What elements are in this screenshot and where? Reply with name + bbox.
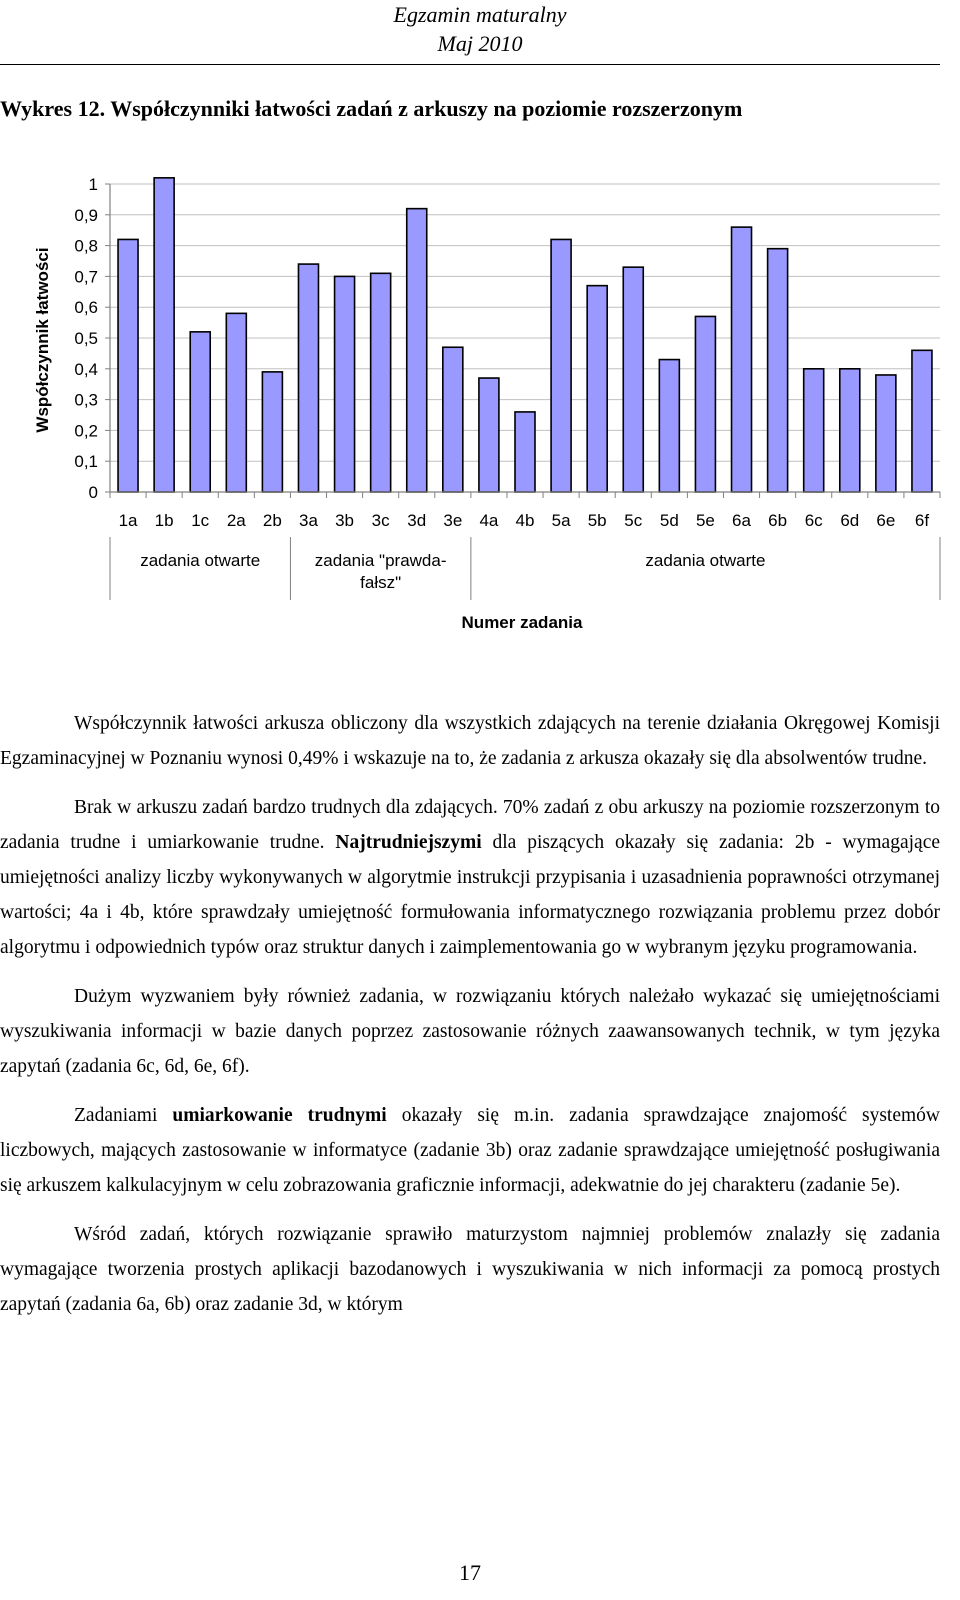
bar-5e (695, 316, 715, 492)
y-tick-labels (74, 175, 98, 502)
bar-3c (371, 273, 391, 492)
page-header (0, 0, 960, 58)
bar-4a (479, 378, 499, 492)
header-line-1: Egzamin maturalny (393, 2, 567, 27)
text-run: Dużym wyzwaniem były również zadania, w rozwiązaniu których należało wykazać się umiejętnościami wyszukiwania informacji w bazie danych poprzez zastosowanie różnych zaawansowanych technik, w tym języka zapytań (zadania 6c, 6d, 6e, 6f). (0, 986, 940, 1077)
x-tick-label: 6b (768, 511, 788, 530)
bold-phrase: umiarkowanie trudnymi (172, 1105, 387, 1126)
y-tick-label: 0,2 (74, 421, 98, 441)
group-label: zadania "prawda-fałsz" (314, 551, 447, 592)
bar-3e (443, 347, 463, 492)
figure-title: Wykres 12. Współczynniki łatwości zadań z arkuszy na poziomie rozszerzonym (0, 96, 743, 121)
y-tick-label: 0,7 (74, 267, 98, 287)
x-tick-label: 1c (191, 511, 210, 530)
paragraph (0, 790, 940, 965)
x-tick-label: 3c (371, 511, 390, 530)
bar-chart (0, 165, 960, 645)
x-tick-label: 3b (335, 511, 355, 530)
text-run: Współczynnik łatwości arkusza obliczony dla wszystkich zdających na terenie działania Okręgowej Komisji Egzaminacyjnej w Poznaniu wynosi 0,49% i wskazuje na to, że zadania z arkusza okazały się dla absolwentów trudne. (0, 713, 940, 769)
y-axis-label: Współczynnik łatwości (33, 247, 52, 433)
x-tick-label: 6f (914, 511, 930, 530)
y-tick-label: 0,6 (74, 298, 98, 318)
bar-5b (587, 286, 607, 492)
bar-6b (768, 249, 788, 492)
x-tick-label: 5c (624, 511, 643, 530)
x-tick-label: 5d (659, 511, 679, 530)
bar-2b (262, 372, 282, 492)
x-tick-label: 3e (443, 511, 463, 530)
bar-5d (659, 360, 679, 492)
paragraph (0, 979, 940, 1084)
x-tick-labels (119, 511, 930, 530)
y-tick-label: 0 (88, 483, 98, 502)
page-number: 17 (459, 1560, 481, 1585)
bar-1b (154, 178, 174, 492)
x-tick-label: 3d (407, 511, 427, 530)
text-run: dla piszących okazały się zadania: 2b - wymagające umiejętności analizy liczby wykonywanych w algorytmie instrukcji przypisania i uzasadnienia poprawności otrzymanej wartości; 4a i 4b, które sprawdzały umiejętność formułowania informatycznego rozwiązania problemu przez dobór algorytmu i odpowiednich typów oraz struktur danych i zaimplementowania go w wybranym języku programowania. (0, 832, 941, 958)
bar-5c (623, 267, 643, 492)
y-tick-label: 0,8 (74, 236, 98, 256)
x-tick-label: 5e (695, 511, 715, 530)
bar-6e (876, 375, 896, 492)
bar-1c (190, 332, 210, 492)
paragraph (0, 1098, 940, 1203)
x-tick-label: 4a (479, 511, 499, 530)
group-label: zadania otwarte (140, 551, 261, 570)
y-tick-label: 0,3 (74, 390, 98, 410)
y-tick-label: 0,1 (74, 452, 98, 472)
text-run: Brak w arkuszu zadań bardzo trudnych dla zdających. 70% zadań z obu arkuszy na poziomie rozszerzonym to zadania trudne i umiarkowanie trudne. (0, 797, 940, 853)
x-tick-label: 1a (118, 511, 138, 530)
bar-6a (732, 227, 752, 492)
bar-6d (840, 369, 860, 492)
bar-1a (118, 239, 138, 492)
x-tick-label: 3a (299, 511, 318, 530)
body-text (0, 706, 940, 1336)
bar-5a (551, 239, 571, 492)
x-tick-label: 5b (587, 511, 607, 530)
x-tick-label: 6c (804, 511, 823, 530)
x-tick-label: 6a (732, 511, 751, 530)
y-tick-label: 0,9 (74, 205, 98, 225)
bar-3a (298, 264, 318, 492)
bar-2a (226, 313, 246, 492)
y-tick-label: 1 (88, 175, 98, 194)
category-groups (110, 537, 940, 600)
bar-6f (912, 350, 932, 492)
text-run: Wśród zadań, których rozwiązanie sprawiło maturzystom najmniej problemów znalazły się zadania wymagające tworzenia prostych aplikacji bazodanowych i wyszukiwania w nich informacji za pomocą prostych zapytań (zadania 6a, 6b) oraz zadanie 3d, w którym (0, 1224, 940, 1315)
text-run: okazały się m.in. zadania sprawdzające znajomość systemów liczbowych, mających zastosowanie w informatyce (zadanie 3b) oraz zadanie sprawdzające umiejętność posługiwania się arkuszem kalkulacyjnym w celu zobrazowania graficznie informacji, adekwatnie do jej charakteru (zadanie 5e). (0, 1105, 940, 1196)
bar-3b (335, 276, 355, 492)
y-tick-label: 0,4 (74, 359, 98, 379)
x-axis-label: Numer zadania (461, 613, 583, 632)
text-run: Zadaniami (74, 1105, 173, 1126)
bar-3d (407, 209, 427, 492)
x-tick-label: 6d (840, 511, 860, 530)
x-tick-label: 4b (515, 511, 535, 530)
bars (118, 178, 932, 492)
header-divider (0, 64, 940, 65)
paragraph (0, 706, 940, 776)
bar-4b (515, 412, 535, 492)
x-tick-label: 5a (551, 511, 571, 530)
x-tick-label: 2a (226, 511, 246, 530)
bar-6c (804, 369, 824, 492)
x-tick-label: 2b (262, 511, 282, 530)
bold-phrase: Najtrudniejszymi (335, 832, 482, 853)
y-tick-label: 0,5 (74, 329, 98, 348)
x-tick-label: 1b (154, 511, 174, 530)
header-line-2: Maj 2010 (437, 31, 523, 56)
paragraph (0, 1217, 940, 1322)
group-label: zadania otwarte (645, 551, 766, 570)
x-tick-label: 6e (876, 511, 896, 530)
